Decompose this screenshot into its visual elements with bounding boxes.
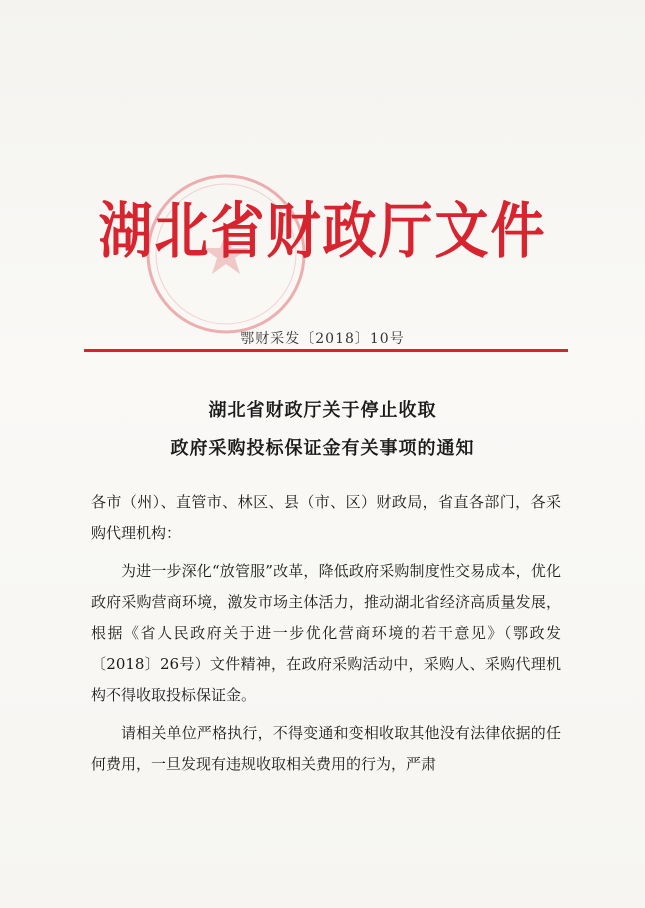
document-number: 鄂财采发〔2018〕10号 <box>240 331 405 347</box>
red-divider-line <box>84 349 568 352</box>
body-paragraph-1: 为进一步深化“放管服”改革，降低政府采购制度性交易成本，优化政府采购营商环境，激发市场主体活力，推动湖北省经济高质量发展，根据《省人民政府关于进一步优化营商环境的若干意见》（鄂政发〔2018〕26号）文件精神，在政府采购活动中，采购人、采购代理机构不得收取投标保证金。 <box>91 562 561 704</box>
body-paragraph-2: 请相关单位严格执行，不得变通和变相收取其他没有法律依据的任何费用，一旦发现有违规收取相关费用的行为，严肃 <box>91 724 561 773</box>
notice-body <box>91 487 561 787</box>
letterhead-title: 湖北省财政厅文件 <box>98 195 547 267</box>
addressee: 各市（州）、直管市、林区、县（市、区）财政局，省直各部门，各采购代理机构： <box>91 493 561 542</box>
notice-title <box>0 392 645 468</box>
notice-title-line-1: 湖北省财政厅关于停止收取 <box>208 400 437 421</box>
notice-title-line-2: 政府采购投标保证金有关事项的通知 <box>170 438 475 459</box>
